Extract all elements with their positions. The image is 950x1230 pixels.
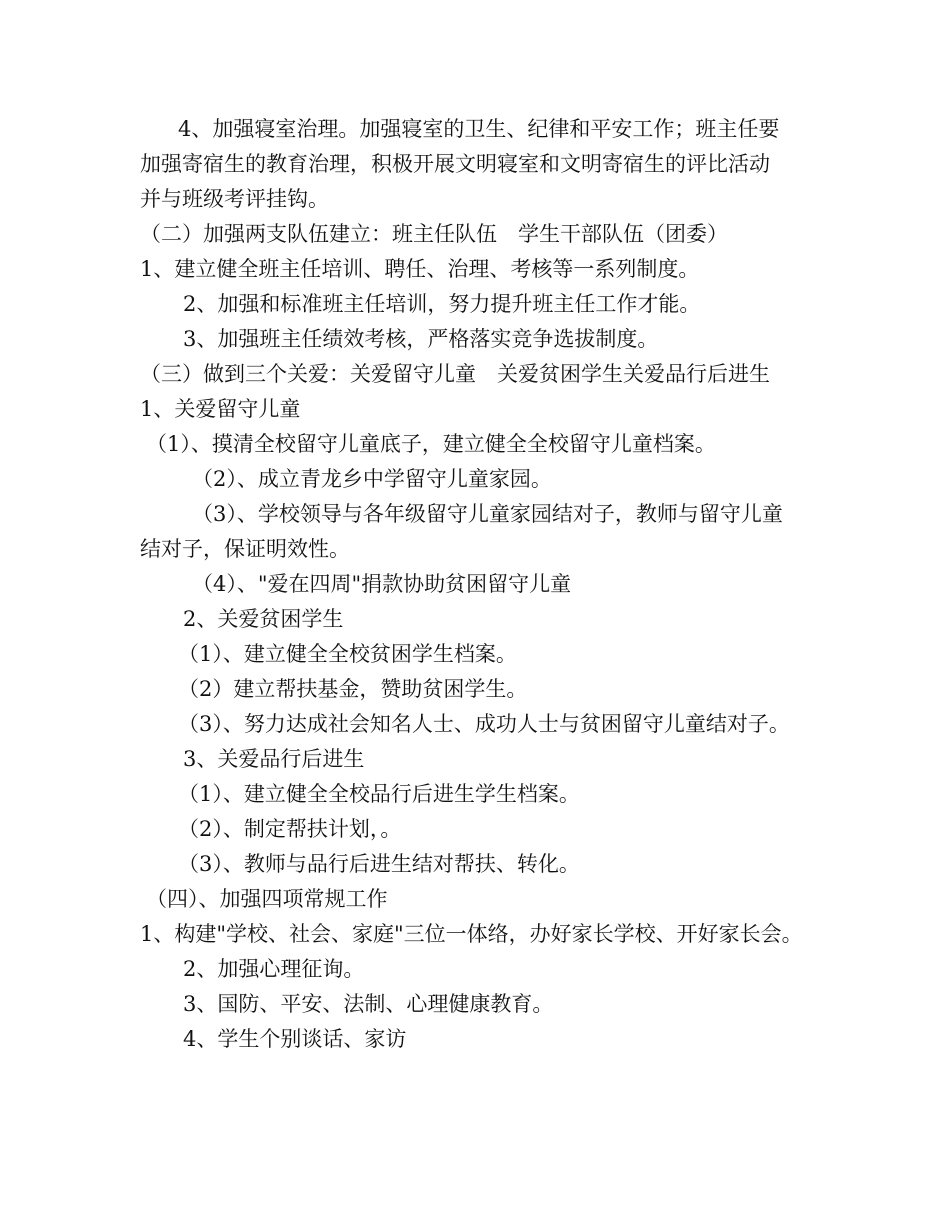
subsection-heading: 2、关爱贫困学生 [183, 607, 344, 631]
paragraph-line: 2、加强和标准班主任培训，努力提升班主任工作才能。 [183, 292, 701, 316]
paragraph-line: 结对子，保证明效性。 [140, 537, 350, 561]
paragraph-line: （2）、成立青龙乡中学留守儿童家园。 [192, 467, 552, 491]
section-heading: （三）做到三个关爱：关爱留守儿童 关爱贫困学生关爱品行后进生 [140, 362, 770, 386]
paragraph-line: 并与班级考评挂钩。 [140, 187, 329, 211]
paragraph-line: （1）、摸清全校留守儿童底子，建立健全全校留守儿童档案。 [146, 432, 716, 456]
document-body [140, 112, 830, 1057]
subsection-heading: 1、关爱留守儿童 [140, 397, 301, 421]
paragraph-line: （3）、努力达成社会知名人士、成功人士与贫困留守儿童结对子。 [178, 712, 790, 736]
section-heading: （二）加强两支队伍建立：班主任队伍 学生干部队伍（团委） [140, 222, 728, 246]
paragraph-line: 2、加强心理征询。 [183, 957, 365, 981]
paragraph-line: （2）建立帮扶基金，赞助贫困学生。 [178, 677, 528, 701]
paragraph-line: 4、加强寝室治理。加强寝室的卫生、纪律和平安工作；班主任要 [178, 117, 780, 141]
paragraph-line: （3）、学校领导与各年级留守儿童家园结对子，教师与留守儿童 [192, 502, 783, 526]
paragraph-line: （2）、制定帮扶计划，。 [178, 817, 402, 841]
paragraph-line: 3、国防、平安、法制、心理健康教育。 [183, 992, 554, 1016]
paragraph-line: 1、构建"学校、社会、家庭"三位一体络，办好家长学校、开好家长会。 [140, 922, 803, 946]
subsection-heading: 3、关爱品行后进生 [183, 747, 365, 771]
paragraph-line: 加强寄宿生的教育治理，积极开展文明寝室和文明寄宿生的评比活动 [140, 152, 770, 176]
section-heading: （四）、加强四项常规工作 [146, 887, 388, 911]
paragraph-line: （1）、建立健全全校贫困学生档案。 [178, 642, 517, 666]
paragraph-line: （4）、"爱在四周"捐款协助贫困留守儿童 [192, 572, 572, 596]
paragraph-line: 4、学生个别谈话、家访 [183, 1027, 407, 1051]
paragraph-line: （1）、建立健全全校品行后进生学生档案。 [178, 782, 580, 806]
paragraph-line: 1、建立健全班主任培训、聘任、治理、考核等一系列制度。 [140, 257, 700, 281]
paragraph-line: （3）、教师与品行后进生结对帮扶、转化。 [178, 852, 580, 876]
paragraph-line: 3、加强班主任绩效考核，严格落实竞争选拔制度。 [183, 327, 659, 351]
